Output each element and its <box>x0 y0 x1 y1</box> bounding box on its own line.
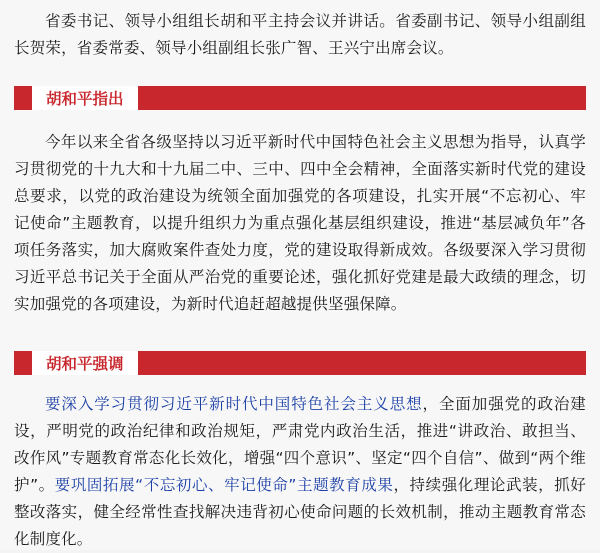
section-marker <box>14 86 32 110</box>
section2-paragraph <box>14 391 586 553</box>
intro-paragraph: 省委书记、领导小组组长胡和平主持会议并讲话。省委副书记、领导小组副组长贺荣，省委常委、领导小组副组长张广智、王兴宁出席会议。 <box>14 12 586 57</box>
section1-paragraph: 今年以来全省各级坚持以习近平新时代中国特色社会主义思想为指导，认真学习贯彻党的十九大和十九届二中、三中、四中全会精神，全面落实新时代党的建设总要求，以党的政治建设为统领全面加强党的各项建设，扎实开展“不忘初心、牢记使命”主题教育，以提升组织力为重点强化基层组织建设，推进“基层减负年”各项任务落实，加大腐败案件查处力度，党的建设取得新成效。各级要深入学习贯彻习近平总书记关于全面从严治党的重要论述，强化抓好党建是最大政绩的理念，切实加强党的各项建设，为新时代追赶超越提供坚强保障。 <box>14 133 586 313</box>
highlight-link-2[interactable]: 要巩固拓展“不忘初心、牢记使命”主题教育成果 <box>54 476 394 494</box>
section-tab <box>32 86 138 110</box>
section-heading: 胡和平指出 <box>46 90 124 108</box>
section-header-2 <box>14 351 586 375</box>
section2-text-1: ，全面加强党的政治建设，严明党的政治纪律和政治规矩，严肃党内政治生活，推进“讲政治、敢担当、改作风”专题教育常态化长效化，增强“四个意识”、坚定“四个自信”、做到“两个维护”。 <box>14 395 586 494</box>
section-marker <box>14 351 32 375</box>
section2-text-2: ，持续强化理论武装，抓好整改落实，健全经常性查找解决违背初心使命问题的长效机制，推动主题教育常态化制度化。 <box>14 476 586 548</box>
highlight-link-1[interactable]: 要深入学习贯彻习近平新时代中国特色社会主义思想 <box>45 395 423 413</box>
section-header-1 <box>14 86 586 110</box>
section-heading: 胡和平强调 <box>46 355 124 373</box>
section-tab <box>32 351 138 375</box>
